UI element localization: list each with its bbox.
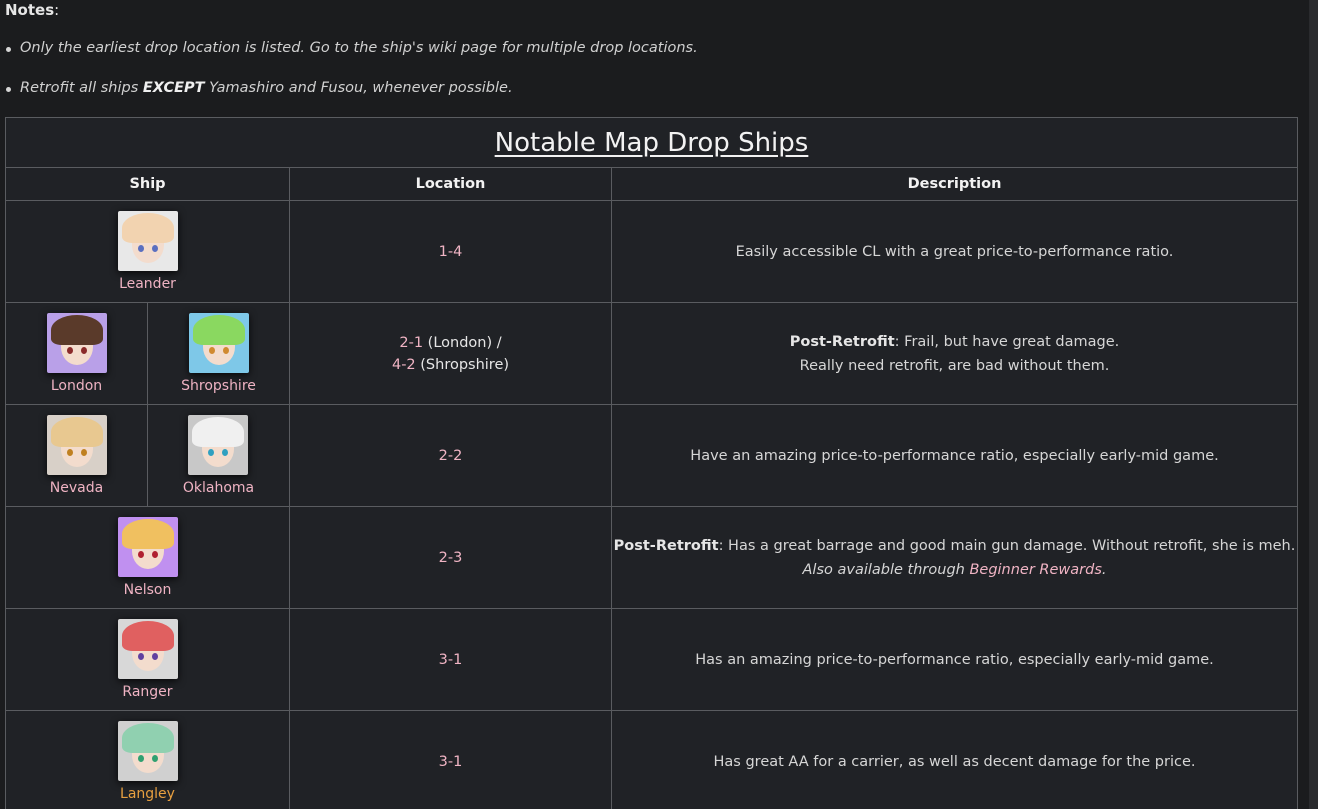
location-cell bbox=[290, 507, 612, 609]
description-text: Easily accessible CL with a great price-to-performance ratio. bbox=[735, 243, 1174, 260]
notes-section bbox=[5, 0, 698, 96]
column-header-description: Description bbox=[612, 168, 1298, 201]
description-text: : Frail, but have great damage. bbox=[894, 333, 1120, 350]
description-bold: Post-Retrofit bbox=[789, 333, 895, 350]
scrollbar[interactable] bbox=[1309, 0, 1318, 809]
location-cell bbox=[290, 609, 612, 711]
map-location-link[interactable]: 2-2 bbox=[438, 447, 463, 464]
table-row bbox=[6, 507, 1298, 609]
table-row bbox=[6, 609, 1298, 711]
column-header-location: Location bbox=[290, 168, 612, 201]
table-caption bbox=[6, 118, 1298, 168]
location-cell bbox=[290, 201, 612, 303]
ship-name-link[interactable]: Nevada bbox=[49, 480, 104, 496]
ship-avatar[interactable] bbox=[118, 517, 178, 577]
ship-avatar[interactable] bbox=[188, 415, 248, 475]
ship-name-link[interactable]: Nelson bbox=[123, 582, 172, 598]
description-text: : Has a great barrage and good main gun damage. Without retrofit, she is meh. bbox=[718, 537, 1296, 554]
ship-entry[interactable] bbox=[181, 313, 256, 394]
ship-avatar[interactable] bbox=[118, 619, 178, 679]
description-note bbox=[803, 562, 1107, 578]
beginner-rewards-link[interactable]: Beginner Rewards bbox=[969, 561, 1102, 578]
ship-name-link[interactable]: Leander bbox=[119, 276, 176, 292]
ship-entry[interactable] bbox=[118, 211, 178, 292]
table-row bbox=[6, 201, 1298, 303]
description-cell bbox=[612, 303, 1298, 405]
ship-entry[interactable] bbox=[118, 721, 178, 802]
table-caption-link[interactable]: Notable Map Drop Ships bbox=[494, 127, 809, 158]
location-cell bbox=[290, 405, 612, 507]
ship-name-link[interactable]: London bbox=[50, 378, 103, 394]
description-cell bbox=[612, 201, 1298, 303]
notable-map-drop-ships-table bbox=[5, 117, 1298, 809]
ship-name-link[interactable]: Langley bbox=[120, 786, 175, 802]
ship-cell bbox=[6, 711, 290, 809]
map-location-link[interactable]: 3-1 bbox=[438, 651, 463, 668]
ship-name-link[interactable]: Oklahoma bbox=[182, 480, 255, 496]
description-note-text: . bbox=[1101, 561, 1107, 578]
ship-entry[interactable] bbox=[118, 517, 178, 598]
map-location-link[interactable]: 2-1 bbox=[399, 334, 424, 351]
ship-cell bbox=[6, 405, 290, 507]
ship-cell bbox=[6, 303, 290, 405]
description-note-text: Also available through bbox=[802, 561, 970, 578]
ship-avatar[interactable] bbox=[118, 721, 178, 781]
location-note: (London) / bbox=[423, 334, 502, 351]
ship-name-link[interactable]: Shropshire bbox=[181, 378, 256, 394]
location-note: (Shropshire) bbox=[415, 356, 510, 373]
ship-avatar[interactable] bbox=[118, 211, 178, 271]
description-text: Has great AA for a carrier, as well as decent damage for the price. bbox=[713, 753, 1196, 770]
note-item: Retrofit all ships EXCEPT Yamashiro and Fusou, whenever possible. bbox=[20, 80, 513, 96]
column-header-ship: Ship bbox=[6, 168, 290, 201]
ship-entry[interactable] bbox=[47, 313, 107, 394]
location-cell bbox=[290, 303, 612, 405]
description-cell bbox=[612, 405, 1298, 507]
map-location-link[interactable]: 3-1 bbox=[438, 753, 463, 770]
ship-cell bbox=[6, 201, 290, 303]
notes-title: Notes: bbox=[5, 1, 60, 19]
note-item: Only the earliest drop location is listed. Go to the ship's wiki page for multiple drop locations. bbox=[20, 40, 698, 56]
map-location-link[interactable]: 4-2 bbox=[391, 356, 416, 373]
ship-name-link[interactable]: Ranger bbox=[122, 684, 173, 700]
ship-cell bbox=[6, 609, 290, 711]
ship-entry[interactable] bbox=[183, 415, 254, 496]
ship-cell bbox=[6, 507, 290, 609]
map-location-link[interactable]: 2-3 bbox=[438, 549, 463, 566]
description-bold: Post-Retrofit bbox=[613, 537, 719, 554]
ship-avatar[interactable] bbox=[47, 415, 107, 475]
description-cell bbox=[612, 507, 1298, 609]
location-cell bbox=[290, 711, 612, 809]
description-cell bbox=[612, 711, 1298, 809]
map-location-link[interactable]: 1-4 bbox=[438, 243, 463, 260]
description-cell bbox=[612, 609, 1298, 711]
ship-avatar[interactable] bbox=[189, 313, 249, 373]
description-text: Really need retrofit, are bad without them. bbox=[799, 357, 1110, 374]
table-row bbox=[6, 405, 1298, 507]
description-text: Has an amazing price-to-performance ratio, especially early-mid game. bbox=[695, 651, 1214, 668]
ship-entry[interactable] bbox=[118, 619, 178, 700]
description-text: Have an amazing price-to-performance ratio, especially early-mid game. bbox=[690, 447, 1219, 464]
ship-entry[interactable] bbox=[47, 415, 107, 496]
table-row bbox=[6, 711, 1298, 809]
ship-avatar[interactable] bbox=[47, 313, 107, 373]
table-row bbox=[6, 303, 1298, 405]
